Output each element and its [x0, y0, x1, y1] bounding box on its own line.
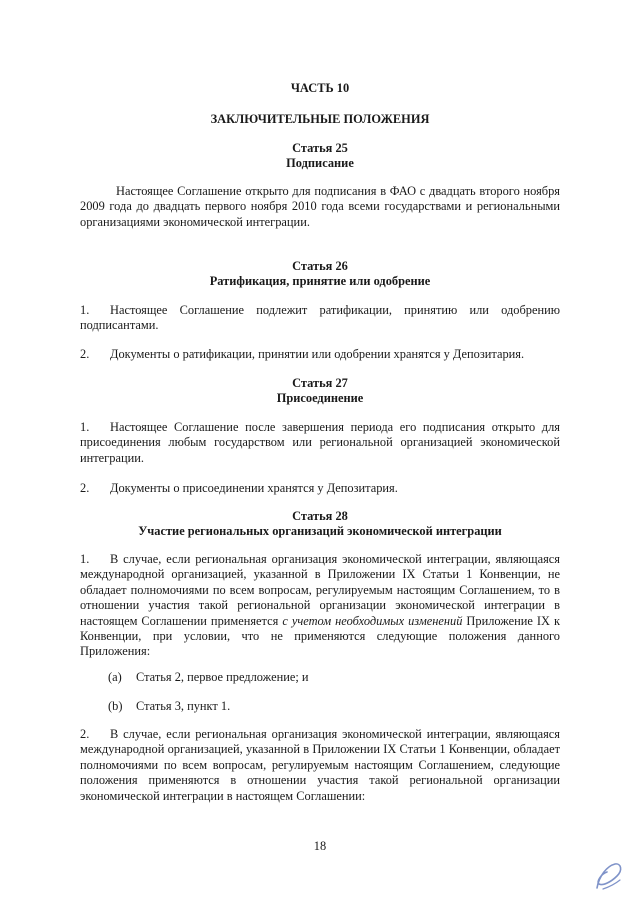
- article-27-paragraph-1: [80, 420, 560, 466]
- paragraph-number: 2.: [80, 727, 90, 741]
- handwritten-initials-icon: [593, 858, 625, 894]
- article-26-label: Статья 26: [292, 259, 348, 273]
- article-28-label: Статья 28: [292, 509, 348, 523]
- article-28-paragraph-1: [80, 552, 560, 660]
- paragraph-italic: с учетом необходимых изменений: [282, 613, 463, 628]
- paragraph-text-continued: Приложение IX к Конвенции, при условии, что не применяются следующие положения данного Приложения:: [80, 613, 561, 659]
- paragraph-text: В случае, если региональная организация экономической интеграции, являющаяся международной организацией, указанной в Приложении IX Статьи 1 Конвенции, обладает полномочиями по всем вопросам, регулируемым настоящим Соглашением, следующие положения применяются в отношении участия такой региональной организации экономической интеграции в настоящем Соглашении:: [80, 727, 560, 803]
- paragraph-number: 1.: [80, 303, 90, 317]
- article-25-text: Настоящее Соглашение открыто для подписания в ФАО с двадцать второго ноября 2009 года до двадцать первого ноября 2010 года всеми государствами и региональными организациями экономической интеграции.: [80, 184, 560, 229]
- subitem-text: Статья 3, пункт 1.: [136, 699, 231, 713]
- article-27-label: Статья 27: [292, 376, 348, 390]
- article-28-subitem-b: [108, 699, 230, 714]
- paragraph-number: 1.: [80, 420, 90, 434]
- paragraph-number: 1.: [80, 552, 90, 566]
- page-number: 18: [313, 839, 327, 853]
- article-28-title: Участие региональных организаций экономической интеграции: [138, 524, 502, 538]
- part-title: ЧАСТЬ 10: [290, 81, 350, 95]
- paragraph-text: Документы о ратификации, принятии или одобрении хранятся у Депозитария.: [110, 347, 525, 361]
- part-subtitle: ЗАКЛЮЧИТЕЛЬНЫЕ ПОЛОЖЕНИЯ: [210, 112, 430, 126]
- article-26-title: Ратификация, принятие или одобрение: [209, 274, 431, 288]
- article-25-title: Подписание: [286, 156, 354, 170]
- article-28-paragraph-2: [80, 727, 560, 804]
- paragraph-number: 2.: [80, 481, 90, 495]
- article-25-label: Статья 25: [292, 141, 348, 155]
- article-27-title: Присоединение: [276, 391, 364, 405]
- paragraph-text: Документы о присоединении хранятся у Депозитария.: [110, 481, 398, 495]
- article-26-paragraph-2: [80, 347, 560, 362]
- subitem-label: (b): [108, 699, 123, 713]
- paragraph-text: Настоящее Соглашение подлежит ратификации, принятию или одобрению подписантами.: [80, 303, 560, 333]
- paragraph-text: Настоящее Соглашение после завершения периода его подписания открыто для присоединения любым государством или региональной организацией экономической интеграции.: [80, 420, 560, 465]
- subitem-text: Статья 2, первое предложение; и: [136, 670, 309, 684]
- article-26-paragraph-1: [80, 303, 560, 334]
- article-27-paragraph-2: [80, 481, 560, 496]
- paragraph-text: В случае, если региональная организация экономической интеграции, являющаяся международной организацией, указанной в Приложении IX Статьи 1 Конвенции, не обладает полномочиями по всем вопросам, регулируемым настоящим Соглашением, то в отношении участия такой региональной организации экономической интеграции в настоящем Соглашении применяется: [80, 552, 560, 628]
- subitem-label: (a): [108, 670, 122, 684]
- paragraph-number: 2.: [80, 347, 90, 361]
- article-28-subitem-a: [108, 670, 309, 685]
